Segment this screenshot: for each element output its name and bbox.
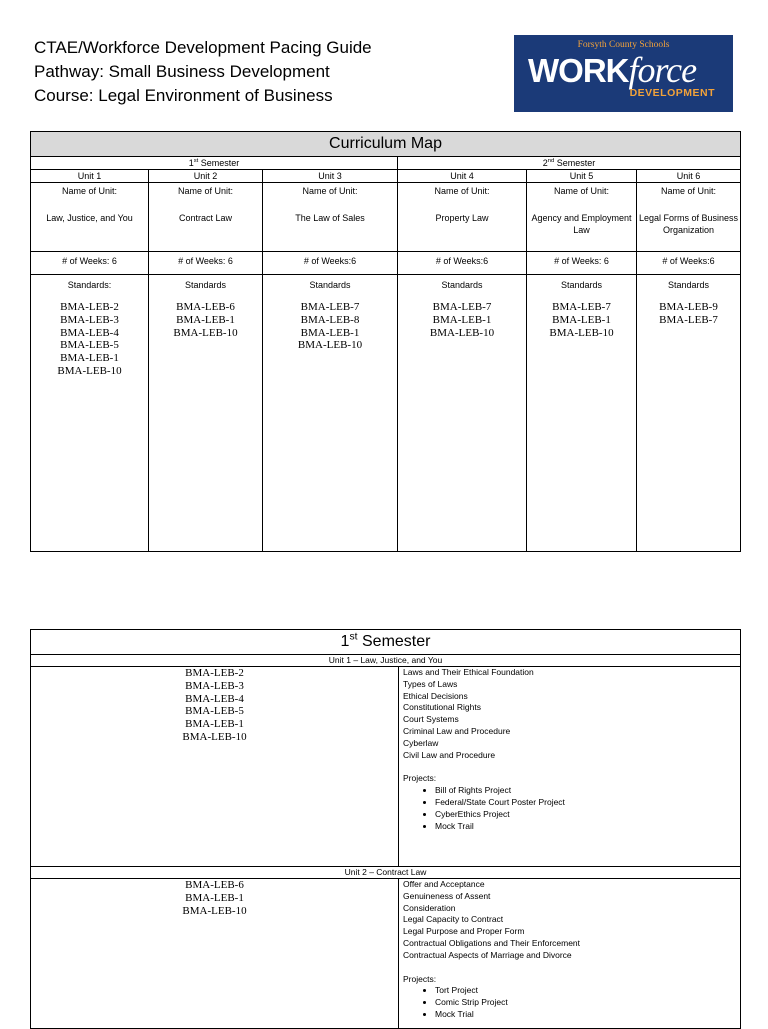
topic-item: Ethical Decisions: [403, 690, 468, 701]
weeks-cell: # of Weeks: 6: [527, 252, 637, 275]
standards-cell: [527, 275, 637, 552]
course-line: Course: Legal Environment of Business: [34, 86, 333, 105]
standards-label: Standards: [560, 280, 603, 290]
projects-label: Projects:: [403, 773, 437, 784]
standard-code: BMA-LEB-10: [173, 326, 238, 339]
standards-label: Standards: [667, 280, 710, 290]
standards-label: Standards:: [67, 280, 112, 290]
projects-list: [403, 985, 740, 1020]
standard-code: BMA-LEB-10: [297, 339, 363, 352]
topic-item: Constitutional Rights: [403, 702, 481, 713]
standard-code: BMA-LEB-7: [552, 301, 611, 313]
unit-topics-cell: [399, 667, 741, 867]
standard-code: BMA-LEB-1: [300, 326, 360, 339]
standard-code: BMA-LEB-7: [432, 301, 492, 313]
topic-item: Contractual Obligations and Their Enforcement: [403, 937, 581, 948]
standards-label: Standards: [184, 280, 227, 290]
standard-code: BMA-LEB-1: [60, 352, 119, 365]
standards-list: [637, 301, 740, 327]
unit-name-cell: [31, 183, 149, 252]
unit-name: Contract Law: [178, 212, 233, 223]
logo-force: force: [628, 50, 697, 90]
topic-item: Legal Purpose and Proper Form: [403, 926, 525, 937]
unit-number-cell: Unit 6: [637, 170, 741, 183]
topic-item: Civil Law and Procedure: [403, 749, 496, 760]
standards-cell: [149, 275, 263, 552]
unit-name-label: Name of Unit:: [553, 186, 610, 196]
standard-code: BMA-LEB-5: [60, 339, 119, 352]
standard-code: BMA-LEB-10: [57, 364, 122, 377]
semester-1-header: 1st Semester: [31, 157, 398, 170]
topic-item: Contractual Aspects of Marriage and Divorce: [403, 949, 572, 960]
unit-name-label: Name of Unit:: [660, 186, 717, 196]
unit-name-label: Name of Unit:: [61, 186, 118, 196]
guide-title: CTAE/Workforce Development Pacing Guide: [34, 38, 372, 57]
standard-code: BMA-LEB-8: [300, 313, 360, 326]
project-item: • Tort Project: [435, 985, 740, 997]
project-item: • Mock Trail: [435, 821, 740, 833]
unit-name-label: Name of Unit:: [434, 186, 490, 196]
topic-item: Cyberlaw: [403, 737, 439, 748]
topic-item: Types of Laws: [403, 678, 458, 689]
projects-label: Projects:: [403, 973, 437, 984]
topic-item: Court Systems: [403, 714, 459, 725]
standards-list: [149, 301, 262, 339]
unit-name: Agency and Employment Law: [531, 212, 632, 235]
standard-code: BMA-LEB-1: [185, 891, 244, 904]
standard-code: BMA-LEB-10: [182, 730, 247, 743]
weeks-cell: # of Weeks:6: [637, 252, 741, 275]
unit-number-cell: Unit 1: [31, 170, 149, 183]
standard-code: BMA-LEB-10: [429, 326, 495, 339]
unit-name: Law, Justice, and You: [46, 212, 133, 223]
curriculum-map-table: [30, 131, 741, 552]
standard-code: BMA-LEB-3: [185, 679, 244, 692]
standards-label: Standards: [309, 280, 351, 290]
unit-name: Property Law: [435, 212, 489, 223]
unit-number-cell: Unit 4: [398, 170, 527, 183]
standards-list: [398, 301, 526, 339]
weeks-cell: # of Weeks: 6: [149, 252, 263, 275]
unit-name-label: Name of Unit:: [302, 186, 358, 196]
unit-standards-cell: [31, 879, 399, 1029]
unit-name-label: Name of Unit:: [177, 186, 234, 196]
standards-cell: [637, 275, 741, 552]
standard-code: BMA-LEB-4: [185, 692, 244, 705]
logo-development: DEVELOPMENT: [629, 87, 715, 99]
standard-code: BMA-LEB-7: [300, 301, 360, 313]
projects-list: [403, 785, 740, 832]
project-item: • Federal/State Court Poster Project: [435, 797, 740, 809]
standard-code: BMA-LEB-4: [60, 326, 119, 339]
topic-item: Criminal Law and Procedure: [403, 725, 511, 736]
unit-name-cell: [398, 183, 527, 252]
unit-detail-header: Unit 1 – Law, Justice, and You: [31, 655, 741, 667]
standard-code: BMA-LEB-2: [185, 667, 244, 679]
weeks-cell: # of Weeks:6: [263, 252, 398, 275]
standard-code: BMA-LEB-1: [552, 313, 611, 326]
standard-code: BMA-LEB-6: [185, 879, 244, 891]
semester-1-table: [30, 629, 741, 1029]
standards-cell: [31, 275, 149, 552]
document-header: [34, 36, 372, 108]
semester-2-header: 2nd Semester: [398, 157, 741, 170]
unit-name-cell: [263, 183, 398, 252]
weeks-cell: # of Weeks:6: [398, 252, 527, 275]
standard-code: BMA-LEB-9: [659, 301, 718, 313]
topic-item: Consideration: [403, 902, 456, 913]
pathway-line: Pathway: Small Business Development: [34, 62, 330, 81]
logo-work: WORK: [528, 52, 629, 89]
standards-cell: [398, 275, 527, 552]
project-item: • Mock Trial: [435, 1009, 740, 1021]
unit-number-cell: Unit 5: [527, 170, 637, 183]
standard-code: BMA-LEB-10: [182, 904, 247, 917]
standard-code: BMA-LEB-6: [176, 301, 235, 313]
unit-number-cell: Unit 3: [263, 170, 398, 183]
unit-name: Legal Forms of Business Organization: [638, 212, 739, 235]
topic-item: Genuineness of Assent: [403, 890, 491, 901]
standard-code: BMA-LEB-3: [60, 313, 119, 326]
standard-code: BMA-LEB-1: [185, 718, 244, 731]
standards-list: [263, 301, 397, 352]
unit-name: The Law of Sales: [295, 212, 365, 223]
standards-label: Standards: [441, 280, 483, 290]
unit-standards-cell: [31, 667, 399, 867]
standard-code: BMA-LEB-1: [176, 313, 235, 326]
standard-code: BMA-LEB-7: [659, 313, 718, 326]
semester-1-title: 1st Semester: [31, 630, 741, 655]
topic-item: Laws and Their Ethical Foundation: [403, 667, 534, 677]
project-item: • Bill of Rights Project: [435, 785, 740, 797]
unit-name-cell: [149, 183, 263, 252]
standard-code: BMA-LEB-1: [432, 313, 492, 326]
logo-wordmark: [528, 49, 696, 91]
weeks-cell: # of Weeks: 6: [31, 252, 149, 275]
unit-name-cell: [527, 183, 637, 252]
standards-list: [31, 301, 148, 378]
standards-list: [527, 301, 636, 339]
logo-school-name: Forsyth County Schools: [577, 40, 670, 50]
standard-code: BMA-LEB-2: [60, 301, 119, 313]
unit-detail-header: Unit 2 – Contract Law: [31, 867, 741, 879]
curriculum-map-title: Curriculum Map: [31, 132, 741, 157]
topic-item: Offer and Acceptance: [403, 879, 485, 889]
unit-name-cell: [637, 183, 741, 252]
standards-cell: [263, 275, 398, 552]
unit-number-cell: Unit 2: [149, 170, 263, 183]
project-item: • CyberEthics Project: [435, 809, 740, 821]
workforce-logo: [514, 35, 733, 112]
unit-topics-cell: [399, 879, 741, 1029]
standard-code: BMA-LEB-10: [549, 326, 614, 339]
standard-code: BMA-LEB-5: [185, 705, 244, 718]
project-item: • Comic Strip Project: [435, 997, 740, 1009]
topic-item: Legal Capacity to Contract: [403, 914, 504, 925]
